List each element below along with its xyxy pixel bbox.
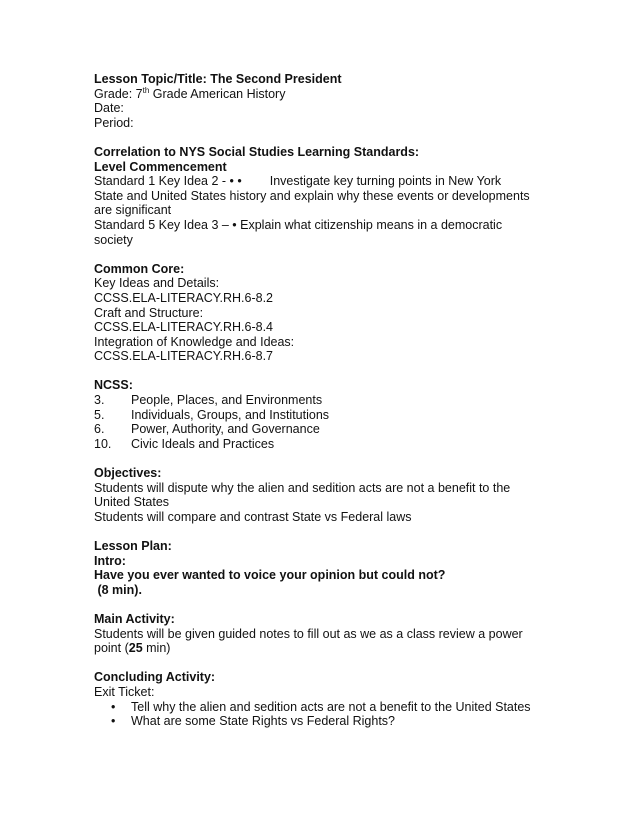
common-core-line: Integration of Knowledge and Ideas: <box>94 334 295 349</box>
period-line: Period: <box>94 115 134 130</box>
intro-question: Have you ever wanted to voice your opinion but could not? <box>94 568 446 583</box>
objective1-line-a: Students will dispute why the alien and sedition acts are not a benefit to the <box>94 480 511 495</box>
common-core-line: CCSS.ELA-LITERACY.RH.6-8.7 <box>94 349 273 364</box>
ncss-heading: NCSS: <box>94 378 133 393</box>
common-core-heading: Common Core: <box>94 261 185 276</box>
ncss-item-text: Individuals, Groups, and Institutions <box>131 407 330 422</box>
exit-ticket-text: What are some State Rights vs Federal Rights? <box>131 714 396 729</box>
lesson-plan-heading: Lesson Plan: <box>94 539 172 553</box>
main-activity-prefix: point ( <box>94 641 129 656</box>
ncss-item <box>94 393 614 408</box>
topic-value: The Second President <box>210 72 342 86</box>
standards-heading: Correlation to NYS Social Studies Learning Standards: <box>94 144 420 159</box>
grade-prefix: Grade: 7 <box>94 86 143 101</box>
main-activity-suffix: min) <box>142 641 171 656</box>
grade-suffix: Grade American History <box>149 86 286 101</box>
standard5-line-a: Standard 5 Key Idea 3 – • Explain what citizenship means in a democratic <box>94 217 503 232</box>
common-core-line: CCSS.ELA-LITERACY.RH.6-8.4 <box>94 320 273 335</box>
intro-time: (8 min). <box>94 582 142 597</box>
main-activity-minutes: 25 <box>128 641 143 656</box>
ncss-item-number: 6. <box>94 422 105 437</box>
main-activity-line2 <box>94 641 614 656</box>
ncss-item-number: 10. <box>94 436 112 451</box>
main-activity-heading: Main Activity: <box>94 611 175 626</box>
objective1-line-b: United States <box>94 495 170 510</box>
bullet-icon: • <box>111 714 116 729</box>
standard1-prefix: Standard 1 Key Idea 2 - • • <box>94 174 242 189</box>
standard1-line-d: are significant <box>94 203 172 218</box>
standard1-line-a <box>94 174 614 189</box>
ncss-item-text: Civic Ideals and Practices <box>131 436 275 451</box>
objectives-heading: Objectives: <box>94 466 162 481</box>
concluding-heading: Concluding Activity: <box>94 670 216 685</box>
topic-line <box>94 72 614 87</box>
level-heading: Level Commencement <box>94 159 227 174</box>
exit-ticket-label: Exit Ticket: <box>94 684 155 699</box>
standard5-line-b: society <box>94 232 133 247</box>
common-core-line: CCSS.ELA-LITERACY.RH.6-8.2 <box>94 290 273 305</box>
bullet-icon: • <box>111 699 116 714</box>
ncss-item-text: Power, Authority, and Governance <box>131 422 320 437</box>
date-line: Date: <box>94 101 124 116</box>
intro-heading: Intro: <box>94 553 126 568</box>
grade-sup: th <box>142 85 150 95</box>
grade-line <box>94 87 614 102</box>
topic-label: Lesson Topic/Title: <box>94 72 207 86</box>
ncss-item-number: 5. <box>94 407 105 422</box>
ncss-item <box>94 437 614 452</box>
ncss-item-text: People, Places, and Environments <box>131 393 323 408</box>
lesson-plan-document <box>94 72 614 729</box>
ncss-item <box>94 422 614 437</box>
exit-ticket-text: Tell why the alien and sedition acts are not a benefit to the United States <box>131 699 531 714</box>
standard1-line-c: State and United States history and explain why these events or developments <box>94 188 530 203</box>
exit-ticket-item <box>94 714 614 729</box>
exit-ticket-item <box>94 700 614 715</box>
common-core-line: Key Ideas and Details: <box>94 276 220 291</box>
ncss-item-number: 3. <box>94 393 105 408</box>
standard1-text: Investigate key turning points in New York <box>269 174 502 189</box>
objective2-line: Students will compare and contrast State vs Federal laws <box>94 509 412 524</box>
ncss-item <box>94 408 614 423</box>
main-activity-line1: Students will be given guided notes to fill out as we as a class review a power <box>94 626 523 641</box>
common-core-line: Craft and Structure: <box>94 305 204 320</box>
